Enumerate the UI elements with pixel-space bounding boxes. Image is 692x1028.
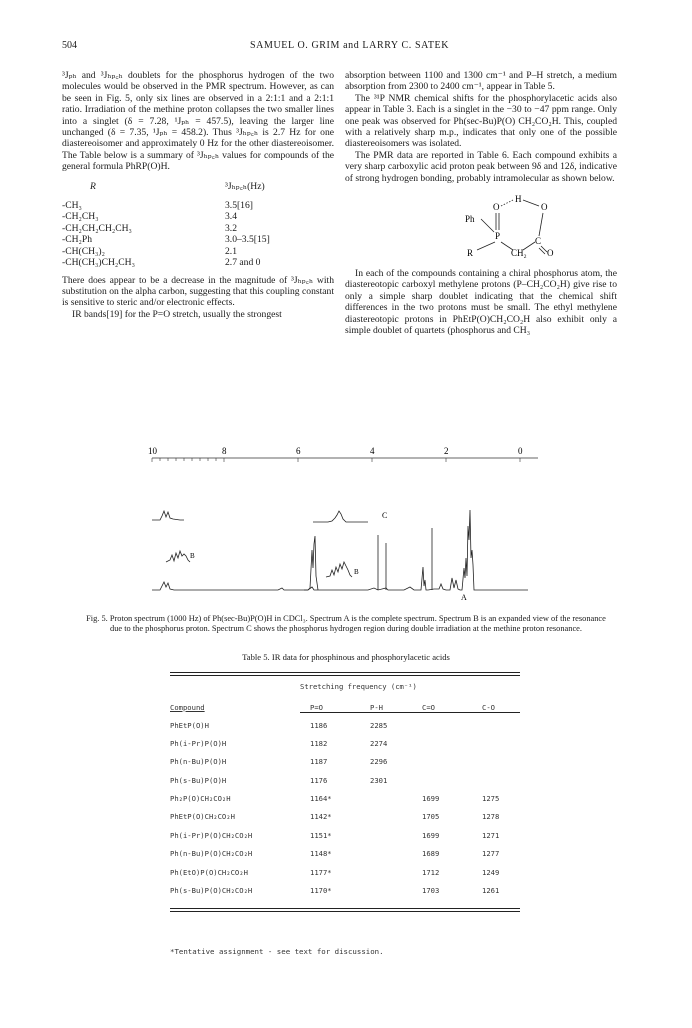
right-column [345, 70, 617, 337]
struct-r: R [467, 248, 474, 259]
table5-cell: Ph(s-Bu)P(O)CH₂CO₂H [170, 886, 253, 896]
spectrum-a-aromatic-peak [304, 536, 318, 590]
left-para-2: There does appear to be a decrease in the magnitude of ³Jₕₚ꜀ₕ with substitution on the alpha carbon, suggesting that this coupling constant is sensitive to steric and/or electronic effects. [62, 274, 334, 309]
table-row [170, 808, 520, 826]
table5-cell: 1699 [422, 830, 440, 840]
struct-h: H [515, 194, 522, 205]
table5-cell: 1705 [422, 812, 440, 822]
coupling-r: -CH₂Ph [62, 234, 92, 246]
axis-tick-label: 0 [518, 446, 523, 456]
table5-cell: Ph(s-Bu)P(O)H [170, 775, 227, 785]
coupling-table [62, 181, 270, 269]
spectrum-label-b-left: B [190, 552, 195, 560]
coupling-j: 3.0–3.5[15] [225, 234, 270, 246]
table-row [62, 257, 270, 268]
table-row [170, 882, 520, 900]
coupling-header-j: ³Jₕₚ꜀ₕ(Hz) [225, 180, 265, 192]
left-para-1: ³Jₚₕ and ³Jₕₚ꜀ₕ doublets for the phosphorus hydrogen of the two molecules would be observed in the PMR spectrum. However, as can be seen in Fig. 5, only six lines are observed in a 2:1:1 and a 2:1:1 ratio. Irradiation of the methine proton collapses the two smaller lines into a singlet (δ = 7.28, ¹Jₚₕ = 457.5), leaving the larger line unchanged (δ = 7.35, ¹Jₚₕ = 458.2). Thus ³Jₕₚ꜀ₕ is 2.7 Hz for one diastereoisomer and approximately 0 Hz for the other diastereoisomer. The Table below is a summary of ³Jₕₚ꜀ₕ values for compounds of the general formula PhRP(O)H. [62, 70, 334, 173]
table5-cell: 2274 [370, 738, 388, 748]
left-column [62, 70, 334, 320]
table-row [170, 717, 520, 735]
coupling-j: 2.7 and 0 [225, 257, 261, 269]
table-row [170, 790, 520, 808]
table5-col-co-single: C-O [482, 702, 495, 712]
spectrum-label-c: C [382, 511, 388, 520]
coupling-j: 3.4 [225, 211, 237, 223]
spectrum-label-a: A [461, 593, 467, 600]
coupling-r: -CH(CH₃)CH₂CH₃ [62, 257, 135, 269]
table5-cell: 1170* [310, 886, 332, 896]
table5-cell: 1182 [310, 738, 328, 748]
table5-cell: 2296 [370, 757, 388, 767]
struct-c: C [535, 236, 542, 247]
coupling-j: 3.5[16] [225, 200, 253, 212]
spectrum-b-trace-left [166, 551, 190, 562]
right-para-1: absorption between 1100 and 1300 cm⁻¹ and P–H stretch, a medium absorption from 2300 to 2400 cm⁻¹, appear in Table 5. [345, 70, 617, 93]
table5-cell: 1249 [482, 867, 500, 877]
table5 [170, 672, 520, 912]
struct-o-bottom: O [547, 248, 554, 259]
table-row [170, 864, 520, 882]
axis-tick-label: 10 [148, 446, 157, 456]
coupling-j: 2.1 [225, 245, 237, 257]
table5-cell: 1177* [310, 867, 332, 877]
hydrogen-bond-structure [455, 192, 575, 262]
table5-cell: 1142* [310, 812, 332, 822]
table5-col-compound: Compound [170, 702, 205, 712]
table5-cell: Ph₂P(O)CH₂CO₂H [170, 794, 231, 804]
spectrum-c-trace-right [313, 511, 368, 522]
coupling-r: -CH₂CH₂CH₂CH₃ [62, 222, 132, 234]
table5-cell: 2301 [370, 775, 388, 785]
page-number: 504 [62, 40, 77, 51]
axis-tick-label: 6 [296, 446, 301, 456]
table5-cell: 1186 [310, 720, 328, 730]
table-row [170, 845, 520, 863]
table5-cell: 1187 [310, 757, 328, 767]
struct-ph: Ph [465, 214, 475, 225]
table5-cell: Ph(i-Pr)P(O)CH₂CO₂H [170, 830, 253, 840]
table5-cell: 2285 [370, 720, 388, 730]
table5-cell: Ph(i-Pr)P(O)H [170, 738, 227, 748]
table5-cell: 1712 [422, 867, 440, 877]
table5-cell: Ph(n-Bu)P(O)H [170, 757, 227, 767]
table-row [62, 223, 270, 234]
spectrum-label-b-right: B [354, 568, 359, 576]
table5-cell: 1689 [422, 849, 440, 859]
table-row [62, 200, 270, 211]
axis-minor-ticks [152, 458, 520, 462]
left-para-3: IR bands[19] for the P=O stretch, usually the strongest [72, 308, 282, 320]
table5-cell: PhEtP(O)H [170, 720, 209, 730]
struct-ch2: CH₂ [511, 248, 527, 259]
table5-col-po: P=O [310, 702, 323, 712]
table5-cell: PhEtP(O)CH₂CO₂H [170, 812, 235, 822]
right-para-4: In each of the compounds containing a chiral phosphorus atom, the diastereotopic carboxyl methylene protons (P–CH₂CO₂H) give rise to only a simple sharp doublet indicating that the chemical shift differences in the two protons must be small. The ethyl methylene diastereotopic protons in PhEtP(O)CH₂CO₂H also exhibit only a simple doublet of quartets (phosphorus and CH₃ [345, 268, 617, 337]
table5-cell: 1176 [310, 775, 328, 785]
table5-group-header: Stretching frequency (cm⁻¹) [300, 681, 417, 691]
spectrum-a-trace [152, 510, 528, 590]
table5-cell: 1151* [310, 830, 332, 840]
table5-cell: 1277 [482, 849, 500, 859]
right-para-2: The ³¹P NMR chemical shifts for the phosphorylacetic acids also appear in Table 3. Each is a singlet in the −30 to −47 ppm range. Only one peak was observed for Ph(sec-Bu)P(O) CH₂CO₂H. This, coupled with a relatively sharp m.p., indicates that only one of the possible diastereoisomers was isolated. [345, 92, 617, 150]
table-row [170, 753, 520, 771]
table5-cell: 1164* [310, 794, 332, 804]
table5-cell: 1699 [422, 794, 440, 804]
table5-col-co-double: C=O [422, 702, 435, 712]
coupling-r: -CH₂CH₃ [62, 211, 99, 223]
table-row [170, 772, 520, 790]
struct-o-right: O [541, 202, 548, 213]
axis-tick-label: 2 [444, 446, 449, 456]
coupling-r: -CH₃ [62, 200, 82, 212]
table5-cell: 1261 [482, 886, 500, 896]
table5-cell: 1275 [482, 794, 500, 804]
figure-caption: Fig. 5. Proton spectrum (1000 Hz) of Ph(sec-Bu)P(O)H in CDCl₃. Spectrum A is the complete spectrum. Spectrum B is an expanded view of the resonance due to the phosphorus proton. Spectrum C shows the phosphorus hydrogen region during double irradiation at the methine proton resonance. [86, 614, 606, 633]
axis-tick-label: 4 [370, 446, 375, 456]
table5-cell: Ph(EtO)P(O)CH₂CO₂H [170, 867, 248, 877]
table-row [62, 234, 270, 245]
table5-cell: 1278 [482, 812, 500, 822]
nmr-spectrum-figure [118, 440, 558, 600]
table5-cell: 1148* [310, 849, 332, 859]
coupling-header-r: R [90, 180, 96, 192]
coupling-j: 3.2 [225, 222, 237, 234]
struct-o-left: O [493, 202, 500, 213]
table5-cell: Ph(n-Bu)P(O)CH₂CO₂H [170, 849, 253, 859]
struct-p: P [495, 231, 501, 242]
table-row [62, 211, 270, 222]
table5-cell: 1703 [422, 886, 440, 896]
table5-title: Table 5. IR data for phosphinous and phosphorylacetic acids [242, 652, 450, 662]
table5-col-ph: P-H [370, 702, 383, 712]
table5-cell: 1271 [482, 830, 500, 840]
table-row [62, 246, 270, 257]
running-head: SAMUEL O. GRIM and LARRY C. SATEK [250, 40, 450, 51]
right-para-3: The PMR data are reported in Table 6. Each compound exhibits a very sharp carboxylic acid proton peak between 9δ and 12δ, indicative of strong hydrogen bonding, probably intramolecular as shown below. [345, 149, 617, 184]
table-row [170, 827, 520, 845]
table-row [170, 735, 520, 753]
spectrum-b-trace-right [326, 562, 352, 577]
table5-footnote: *Tentative assignment - see text for discussion. [170, 947, 384, 956]
axis-tick-label: 8 [222, 446, 227, 456]
coupling-r: -CH(CH₃)₂ [62, 245, 105, 257]
spectrum-c-trace-left [152, 511, 184, 520]
